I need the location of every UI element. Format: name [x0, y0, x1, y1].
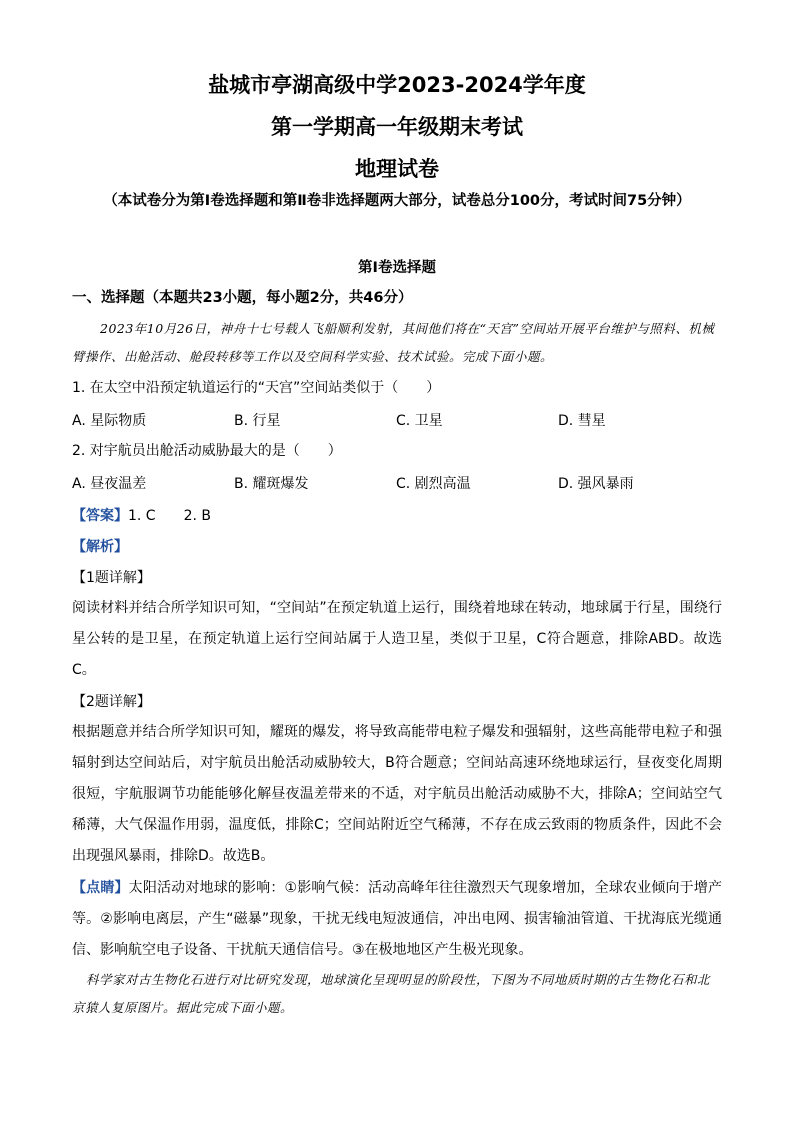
question-2-options [72, 473, 722, 493]
option-b: B. 耀斑爆发 [234, 476, 309, 492]
tips-tag: 【点睛】 [72, 880, 129, 896]
option-d: D. 强风暴雨 [558, 476, 634, 492]
q1-detail-text: 阅读材料并结合所学知识可知，“空间站”在预定轨道上运行，围绕着地球在转动，地球属于行星，围绕行星公转的是卫星，在预定轨道上运行空间站属于人造卫星，类似于卫星，C符合题意，排除ABD。故选C。 [72, 600, 722, 678]
exam-title-term: 第一学期高一年级期末考试 [271, 115, 523, 139]
option-b: B. 行星 [234, 413, 281, 429]
answer-text: 1. C 2. B [128, 508, 211, 524]
material-text: 2023年10月26日，神舟十七号载人飞船顺利发射，其间他们将在“天宫”空间站开展平台维护与照料、机械臂操作、出舱活动、舱段转移等工作以及空间科学实验、技术试验。完成下面小题。 [72, 321, 715, 364]
q2-detail-text: 根据题意并结合所学知识可知，耀斑的爆发，将导致高能带电粒子爆发和强辐射，这些高能带电粒子和强辐射到达空间站后，对宇航员出舱活动威胁较大，B符合题意；空间站高速环绕地球运行，昼夜变化周期很短，宇航服调节功能能够化解昼夜温差带来的不适，对宇航员出舱活动威胁不大，排除A；空间站空气稀薄，大气保温作用弱，温度低，排除C；空间站附近空气稀薄，不存在成云致雨的物质条件，因此不会出现强风暴雨，排除D。故选B。 [72, 724, 722, 864]
tips-paragraph [72, 873, 722, 966]
option-a: A. 昼夜温差 [72, 476, 147, 492]
q1-detail-heading: 【1题详解】 [72, 570, 151, 586]
answer-line [72, 505, 211, 525]
option-a: A. 星际物质 [72, 413, 147, 429]
analysis-line [72, 536, 128, 556]
next-material-text: 科学家对古生物化石进行对比研究发现，地球演化呈现明显的阶段性，下图为不同地质时期的古生物化石和北京猿人复原图片。据此完成下面小题。 [72, 972, 711, 1015]
tips-text: 太阳活动对地球的影响：①影响气候：活动高峰年往往激烈天气现象增加，全球农业倾向于增产等。②影响电离层，产生“磁暴”现象，干扰无线电短波通信，冲出电网、损害输油管道、干扰海底光缆通信、影响航空电子设备、干扰航天通信信号。③在极地地区产生极光现象。 [72, 880, 722, 958]
option-c: C. 剧烈高温 [396, 476, 471, 492]
exam-note: （本试卷分为第Ⅰ卷选择题和第Ⅱ卷非选择题两大部分，试卷总分100分，考试时间75分钟） [103, 193, 691, 209]
exam-title-school: 盐城市亭湖高级中学2023-2024学年度 [208, 73, 586, 97]
analysis-tag: 【解析】 [72, 539, 128, 555]
question-2-stem: 2. 对宇航员出舱活动威胁最大的是（ ） [72, 443, 342, 459]
part-heading: 一、选择题（本题共23小题，每小题2分，共46分） [72, 290, 413, 306]
answer-tag: 【答案】 [72, 508, 128, 524]
question-1-options [72, 410, 722, 430]
option-d: D. 彗星 [558, 413, 606, 429]
option-c: C. 卫星 [396, 413, 443, 429]
q2-detail-heading: 【2题详解】 [72, 694, 151, 710]
exam-title-subject: 地理试卷 [355, 157, 439, 181]
question-1-stem: 1. 在太空中沿预定轨道运行的“天宫”空间站类似于（ ） [72, 380, 441, 396]
section-heading: 第Ⅰ卷选择题 [358, 260, 436, 276]
